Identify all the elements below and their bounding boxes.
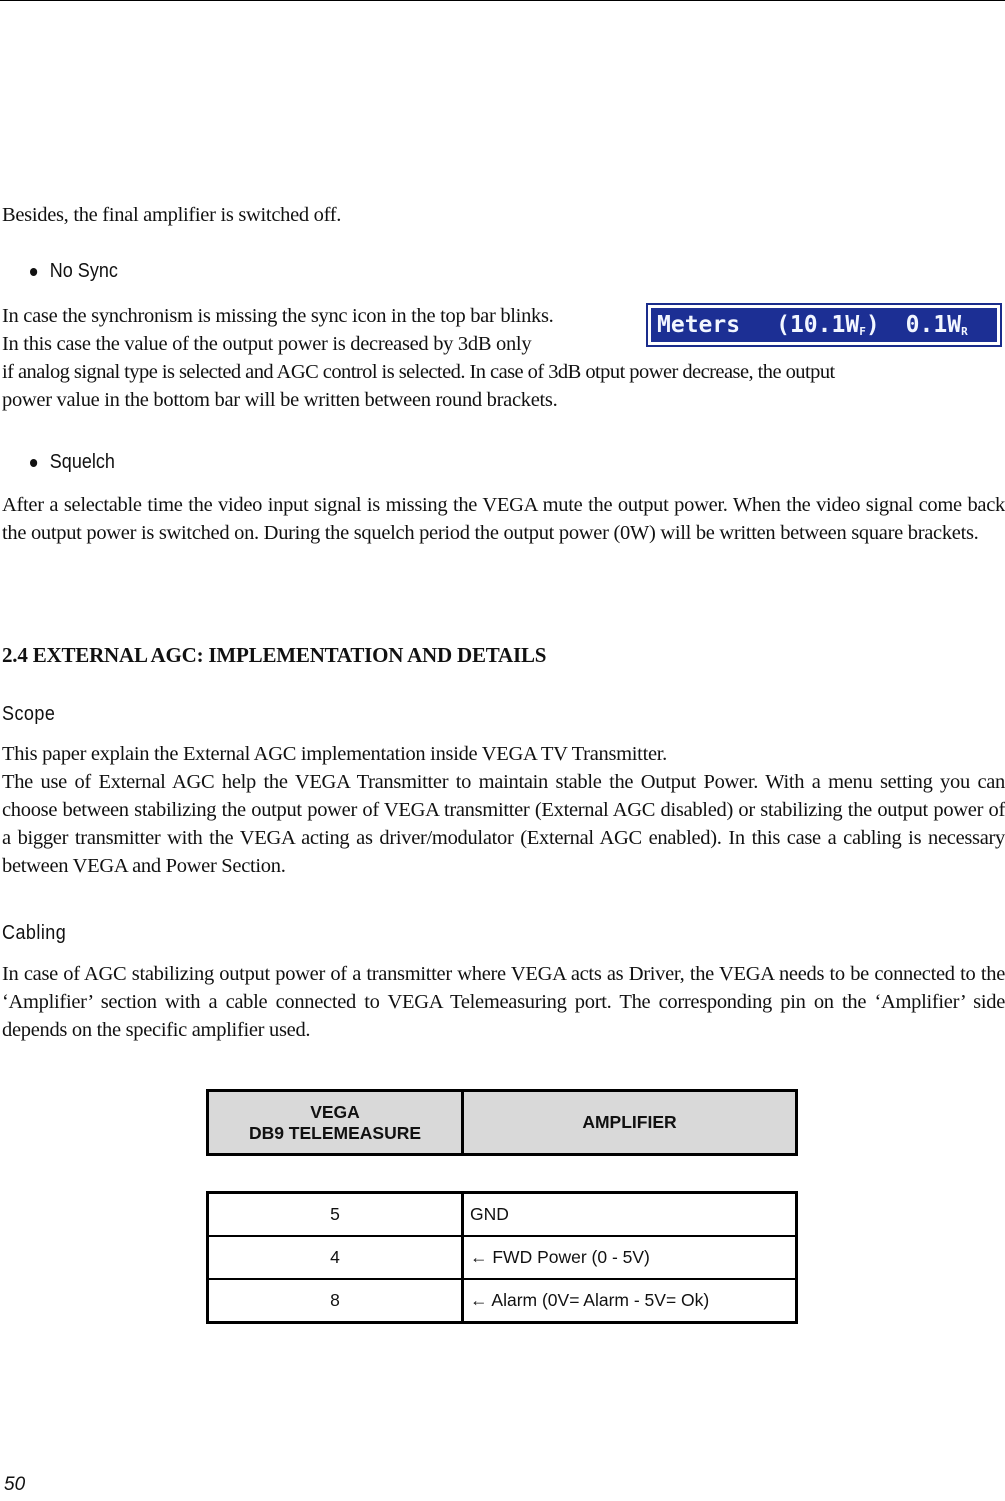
- cabling-subheading: Cabling: [2, 922, 67, 944]
- lcd-label: Meters: [657, 312, 741, 338]
- section-heading: 2.4 EXTERNAL AGC: IMPLEMENTATION AND DETAILS: [2, 643, 547, 667]
- lcd-forward-power: $(10.1W_F)$: [776, 312, 880, 338]
- lcd-reflected-power: $0.1W_R$: [905, 312, 968, 338]
- page-number: 50: [4, 1474, 26, 1495]
- meters-lcd-display: [646, 303, 1002, 347]
- nosync-line-3: if analog signal type is selected and AGC control is selected. In case of 3dB otput power decrease, the output: [2, 361, 835, 383]
- pin-cell: 8: [208, 1279, 463, 1323]
- nosync-line-4: power value in the bottom bar will be written between round brackets.: [2, 389, 558, 411]
- squelch-paragraph: After a selectable time the video input signal is missing the VEGA mute the output power. When the video signal come back the output power is switched on. During the squelch period the output power (0W) will be written between square brackets.: [2, 494, 1005, 544]
- table-row: [208, 1279, 797, 1323]
- signal-cell: GND: [470, 1204, 509, 1224]
- scope-subheading: Scope: [2, 703, 56, 725]
- bullet-squelch: [30, 451, 115, 474]
- pin-cell: 5: [208, 1193, 463, 1237]
- bullet-no-sync: [30, 260, 118, 283]
- signal-cell: ← FWD Power (0 - 5V): [463, 1236, 797, 1279]
- nosync-line-1: In case the synchronism is missing the sync icon in the top bar blinks.: [2, 305, 554, 327]
- intro-paragraph: Besides, the final amplifier is switched off.: [2, 204, 342, 226]
- header-amplifier: AMPLIFIER: [463, 1091, 797, 1155]
- pin-cell: 4: [208, 1236, 463, 1279]
- pinout-header-table: [206, 1089, 798, 1156]
- lcd-screen: [651, 308, 997, 342]
- bullet-no-sync-label: No Sync: [49, 260, 118, 282]
- header-vega-db9: VEGA DB9 TELEMEASURE: [208, 1091, 463, 1155]
- table-row: [208, 1236, 797, 1279]
- bullet-dot-icon: [30, 459, 37, 467]
- table-row: [208, 1193, 797, 1237]
- scope-line-1: This paper explain the External AGC implementation inside VEGA TV Transmitter.: [2, 743, 667, 765]
- top-rule: [0, 0, 1005, 1]
- scope-paragraph: The use of External AGC help the VEGA Transmitter to maintain stable the Output Power. With a menu setting you can choose between stabilizing the output power of VEGA transmitter (External AGC disabled) or stabilizing the output power of a bigger transmitter with the VEGA acting as driver/modulator (External AGC enabled). In this case a cabling is necessary between VEGA and Power Section.: [2, 771, 1005, 877]
- signal-cell: ← Alarm (0V= Alarm - 5V= Ok): [463, 1279, 797, 1323]
- pinout-table: [206, 1191, 798, 1324]
- bullet-squelch-label: Squelch: [49, 451, 115, 473]
- nosync-line-2: In this case the value of the output power is decreased by 3dB only: [2, 333, 532, 355]
- cabling-paragraph: In case of AGC stabilizing output power of a transmitter where VEGA acts as Driver, the VEGA needs to be connected to the ‘Amplifier’ section with a cable connected to VEGA Telemeasuring port. The corresponding pin on the ‘Amplifier’ side depends on the specific amplifier used.: [2, 963, 1005, 1041]
- bullet-dot-icon: [30, 268, 37, 276]
